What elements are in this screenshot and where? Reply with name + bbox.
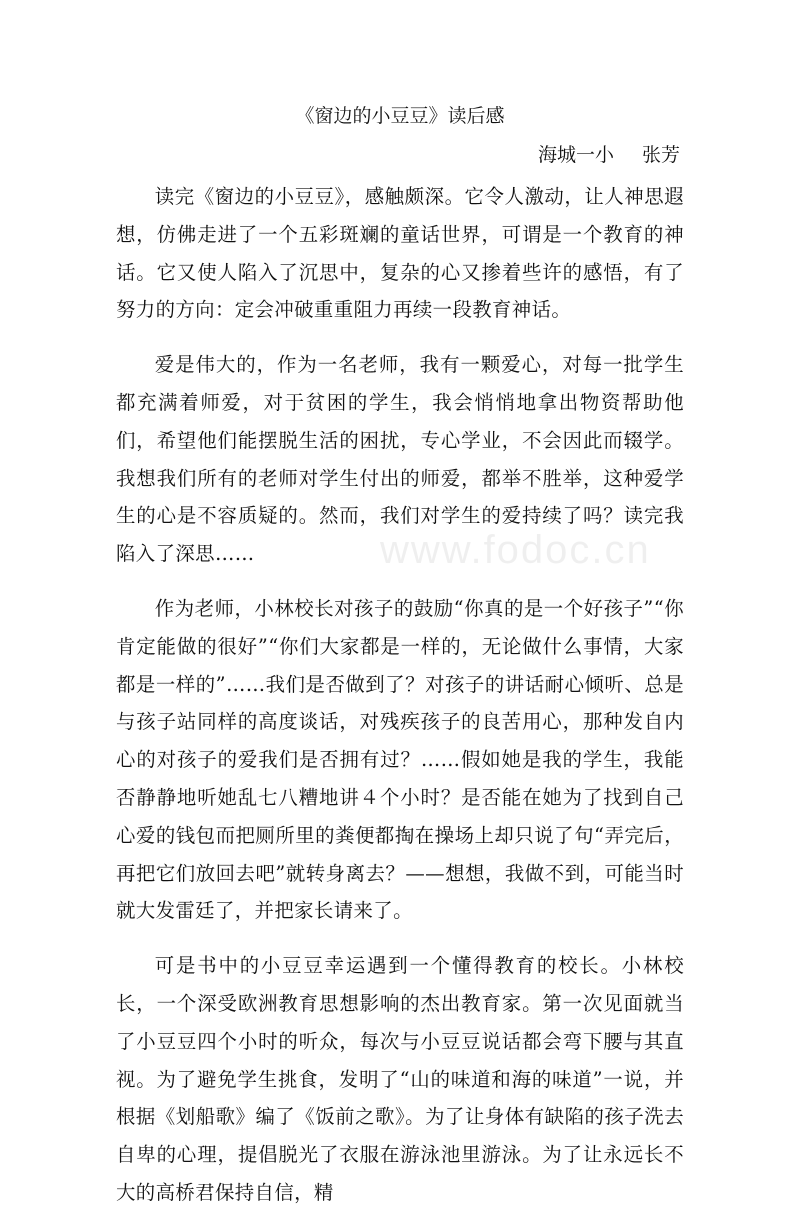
author-school: 海城一小 bbox=[537, 144, 614, 166]
paragraph-text: 作为老师，小林校长对孩子的鼓励“你真的是一个好孩子”“你肯定能做的很好”“你们大家都是一样的，无论做什么事情，大家都是一样的”……我们是否做到了？对孩子的讲话耐心倾听、总是与孩子站同样的高度谈话，对残疾孩子的良苦用心，那种发自内心的对孩子的爱我们是否拥有过？……假如她是我的学生，我能否静静地听她乱七八糟地讲４个小时？是否能在她为了找到自己心爱的钱包而把厕所里的粪便都掏在操场上却只说了句“弄完后，再把它们放回去吧”就转身离去？——想想，我做不到，可能当时就大发雷廷了，并把家长请来了。 bbox=[116, 596, 684, 923]
author-line bbox=[538, 142, 680, 168]
paragraph bbox=[116, 947, 684, 1212]
author-name: 张芳 bbox=[641, 144, 680, 166]
paragraph bbox=[116, 178, 684, 329]
document-body bbox=[116, 178, 684, 1229]
paragraph-text: 读完《窗边的小豆豆》，感触颇深。它令人激动，让人神思遐想，仿佛走进了一个五彩斑斓的童话世界，可谓是一个教育的神话。它又使人陷入了沉思中，复杂的心又掺着些许的感悟，有了努力的方向：定会冲破重重阻力再续一段教育神话。 bbox=[116, 185, 684, 322]
document-title: 《窗边的小豆豆》读后感 bbox=[295, 105, 505, 127]
paragraph-text: 爱是伟大的，作为一名老师，我有一颗爱心，对每一批学生都充满着师爱，对于贫困的学生，我会悄悄地拿出物资帮助他们，希望他们能摆脱生活的困扰，专心学业，不会因此而辍学。我想我们所有的老师对学生付出的师爱，都举不胜举，这种爱学生的心是不容质疑的。然而，我们对学生的爱持续了吗？读完我陷入了深思…… bbox=[116, 353, 684, 566]
paragraph bbox=[116, 590, 684, 930]
paragraph bbox=[116, 346, 684, 573]
paragraph-text: 可是书中的小豆豆幸运遇到一个懂得教育的校长。小林校长，一个深受欧洲教育思想影响的杰出教育家。第一次见面就当了小豆豆四个小时的听众，每次与小豆豆说话都会弯下腰与其直视。为了避免学生挑食，发明了“山的味道和海的味道”一说，并根据《划船歌》编了《饭前之歌》。为了让身体有缺陷的孩子洗去自卑的心理，提倡脱光了衣服在游泳池里游泳。为了让永远长不大的高桥君保持自信，精 bbox=[116, 954, 684, 1204]
watermark: www.fodoc.cn bbox=[380, 528, 651, 572]
